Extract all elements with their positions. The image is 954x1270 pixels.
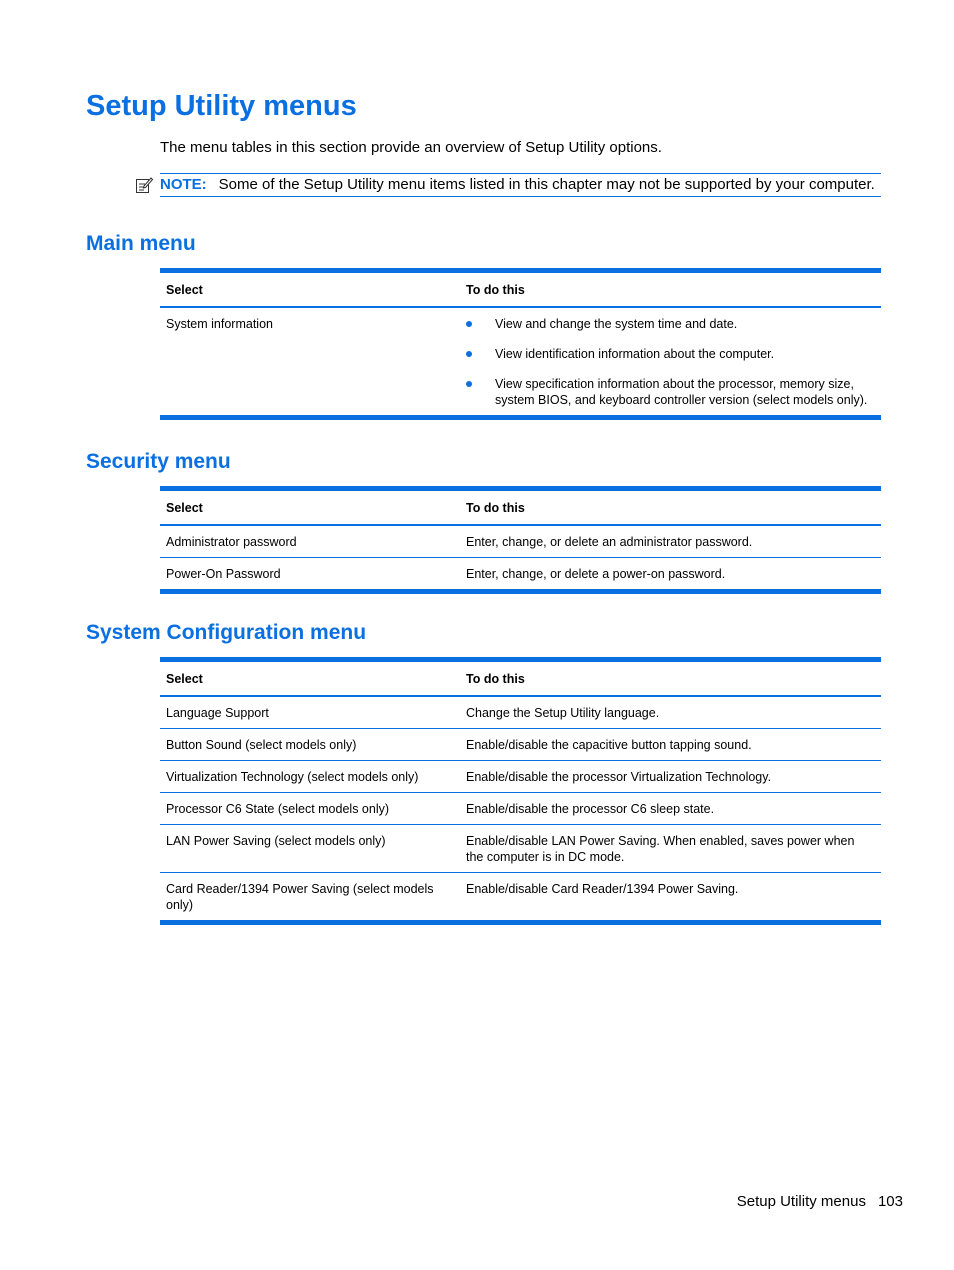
table-header-row bbox=[160, 660, 881, 697]
column-header-action: To do this bbox=[460, 489, 881, 526]
action-cell: Enable/disable the processor Virtualization Technology. bbox=[460, 761, 881, 793]
table-row bbox=[160, 696, 881, 729]
column-header-select: Select bbox=[160, 271, 460, 308]
note-box bbox=[160, 173, 881, 197]
note-label: NOTE: bbox=[160, 176, 207, 193]
select-cell: Virtualization Technology (select models only) bbox=[160, 761, 460, 793]
table-row bbox=[160, 307, 881, 418]
select-cell: Administrator password bbox=[166, 535, 297, 549]
column-header-action: To do this bbox=[460, 660, 881, 697]
note-text: Some of the Setup Utility menu items listed in this chapter may not be supported by your computer. bbox=[218, 176, 875, 193]
select-cell: System information bbox=[166, 317, 273, 331]
table-row bbox=[160, 873, 881, 923]
page-number: 103 bbox=[877, 1193, 903, 1210]
column-header-select: Select bbox=[160, 660, 460, 697]
select-cell: Processor C6 State (select models only) bbox=[160, 793, 460, 825]
list-item: View specification information about the processor, memory size, system BIOS, and keyboard controller version (select models only). bbox=[466, 376, 875, 408]
sysconfig-menu-heading: System Configuration menu bbox=[86, 621, 367, 644]
list-item: View identification information about the computer. bbox=[466, 346, 875, 362]
table-row bbox=[160, 793, 881, 825]
sysconfig-menu-table bbox=[160, 657, 881, 925]
column-header-select: Select bbox=[160, 489, 460, 526]
security-menu-heading: Security menu bbox=[86, 450, 231, 473]
intro-paragraph: The menu tables in this section provide an overview of Setup Utility options. bbox=[160, 139, 662, 156]
select-cell: Card Reader/1394 Power Saving (select models only) bbox=[160, 873, 460, 923]
action-cell: Change the Setup Utility language. bbox=[466, 706, 660, 720]
security-menu-table bbox=[160, 486, 881, 594]
column-header-action: To do this bbox=[460, 271, 881, 308]
action-cell: Enable/disable the capacitive button tapping sound. bbox=[460, 729, 881, 761]
action-cell: Enable/disable Card Reader/1394 Power Saving. bbox=[460, 873, 881, 923]
action-cell: Enter, change, or delete a power-on password. bbox=[460, 558, 881, 592]
action-cell: Enable/disable the processor C6 sleep state. bbox=[460, 793, 881, 825]
table-row bbox=[160, 825, 881, 873]
bullet-icon bbox=[466, 381, 472, 387]
page-title: Setup Utility menus bbox=[86, 90, 357, 122]
select-cell: Language Support bbox=[166, 706, 269, 720]
table-header-row bbox=[160, 489, 881, 526]
table-row bbox=[160, 729, 881, 761]
footer-section-title: Setup Utility menus bbox=[736, 1193, 866, 1210]
select-cell: Button Sound (select models only) bbox=[160, 729, 460, 761]
select-cell: LAN Power Saving (select models only) bbox=[160, 825, 460, 873]
main-menu-heading: Main menu bbox=[86, 232, 196, 255]
table-row bbox=[160, 761, 881, 793]
table-row bbox=[160, 525, 881, 558]
action-cell: Enter, change, or delete an administrator password. bbox=[466, 535, 753, 549]
list-item: View and change the system time and date. bbox=[466, 316, 875, 332]
table-row bbox=[160, 558, 881, 592]
bullet-list bbox=[466, 316, 875, 408]
action-cell bbox=[460, 307, 881, 418]
bullet-icon bbox=[466, 351, 472, 357]
page-footer bbox=[737, 1193, 903, 1210]
bullet-icon bbox=[466, 321, 472, 327]
action-cell: Enable/disable LAN Power Saving. When enabled, saves power when the computer is in DC mode. bbox=[460, 825, 881, 873]
note-pencil-icon bbox=[135, 176, 153, 194]
table-header-row bbox=[160, 271, 881, 308]
main-menu-table bbox=[160, 268, 881, 420]
select-cell: Power-On Password bbox=[160, 558, 460, 592]
